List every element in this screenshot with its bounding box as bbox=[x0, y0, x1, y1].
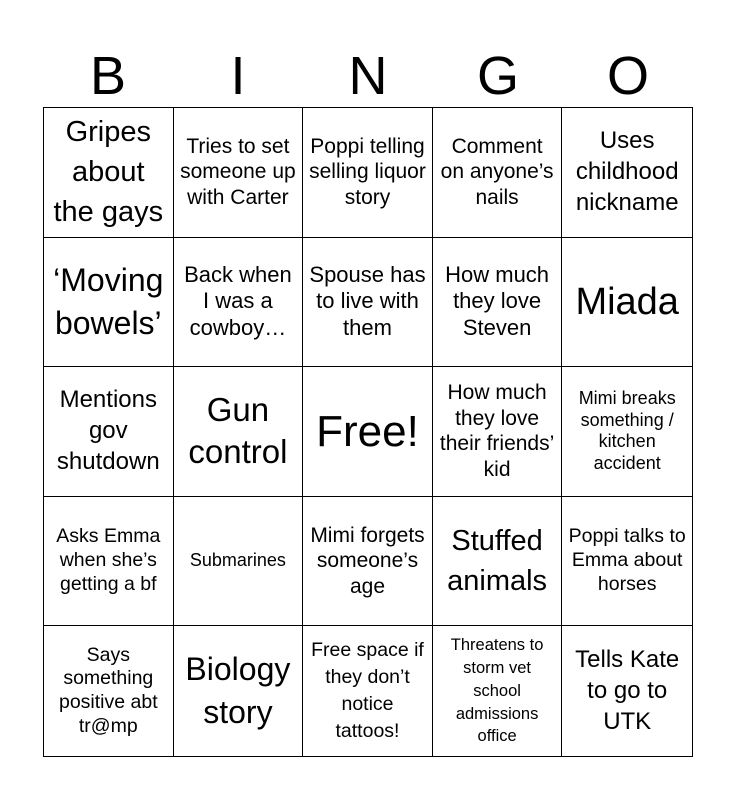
bingo-cell[interactable] bbox=[562, 626, 692, 756]
cell-text: Submarines bbox=[189, 550, 286, 571]
bingo-cell[interactable] bbox=[174, 108, 304, 238]
bingo-cell[interactable] bbox=[44, 238, 174, 368]
bingo-cell[interactable] bbox=[44, 626, 174, 756]
bingo-cell[interactable] bbox=[174, 626, 304, 756]
bingo-board bbox=[43, 107, 693, 757]
cell-text: How much they love Steven bbox=[445, 261, 550, 341]
bingo-cell[interactable] bbox=[433, 497, 563, 627]
bingo-cell[interactable] bbox=[44, 108, 174, 238]
cell-text: How much they love their friends’ kid bbox=[439, 381, 555, 482]
cell-text: Gripes about the gays bbox=[53, 116, 164, 229]
bingo-cell[interactable] bbox=[562, 497, 692, 627]
bingo-cell[interactable] bbox=[303, 497, 433, 627]
cell-text: Poppi talks to Emma about horses bbox=[568, 525, 686, 595]
bingo-header bbox=[43, 46, 693, 106]
cell-text: Gun control bbox=[188, 390, 288, 471]
bingo-cell[interactable] bbox=[433, 108, 563, 238]
header-letter-g: G bbox=[476, 46, 519, 106]
bingo-cell[interactable] bbox=[303, 238, 433, 368]
header-letter-i: I bbox=[230, 46, 246, 106]
bingo-cell[interactable] bbox=[44, 497, 174, 627]
bingo-cell[interactable] bbox=[303, 626, 433, 756]
cell-text: Mimi breaks something / kitchen accident bbox=[578, 387, 676, 474]
cell-text: Stuffed animals bbox=[447, 525, 548, 598]
bingo-cell[interactable] bbox=[562, 108, 692, 238]
bingo-cell[interactable] bbox=[433, 367, 563, 497]
header-letter-n: N bbox=[348, 46, 388, 106]
bingo-cell[interactable] bbox=[174, 367, 304, 497]
cell-text: Poppi telling selling liquor story bbox=[309, 134, 426, 210]
cell-text: Asks Emma when she’s getting a bf bbox=[56, 525, 161, 595]
free-space-cell[interactable] bbox=[303, 367, 433, 497]
cell-text: Tries to set someone up with Carter bbox=[180, 134, 296, 210]
cell-text: Biology story bbox=[185, 651, 291, 731]
bingo-cell[interactable] bbox=[174, 238, 304, 368]
cell-text: Back when I was a cowboy… bbox=[184, 261, 292, 341]
bingo-cell[interactable] bbox=[433, 238, 563, 368]
cell-text: Spouse has to live with them bbox=[309, 261, 426, 341]
bingo-cell[interactable] bbox=[562, 238, 692, 368]
header-letter-b: B bbox=[89, 46, 127, 106]
cell-text: Free! bbox=[316, 406, 419, 456]
bingo-cell[interactable] bbox=[174, 497, 304, 627]
cell-text: Comment on anyone’s nails bbox=[440, 134, 554, 210]
bingo-cell[interactable] bbox=[562, 367, 692, 497]
bingo-cell[interactable] bbox=[433, 626, 563, 756]
header-letter-o: O bbox=[606, 46, 649, 106]
cell-text: Mentions gov shutdown bbox=[56, 386, 160, 475]
cell-text: Mimi forgets someone’s age bbox=[310, 523, 425, 598]
cell-text: Tells Kate to go to UTK bbox=[575, 646, 680, 735]
cell-text: Threatens to storm vet school admissions office bbox=[450, 636, 544, 746]
bingo-cell[interactable] bbox=[44, 367, 174, 497]
cell-text: Uses childhood nickname bbox=[575, 127, 679, 216]
cell-text: Says something positive abt tr@mp bbox=[58, 643, 158, 737]
cell-text: Miada bbox=[575, 280, 679, 323]
cell-text: ‘Moving bowels’ bbox=[53, 262, 164, 341]
cell-text: Free space if they don’t notice tattoos! bbox=[311, 638, 424, 743]
bingo-cell[interactable] bbox=[303, 108, 433, 238]
